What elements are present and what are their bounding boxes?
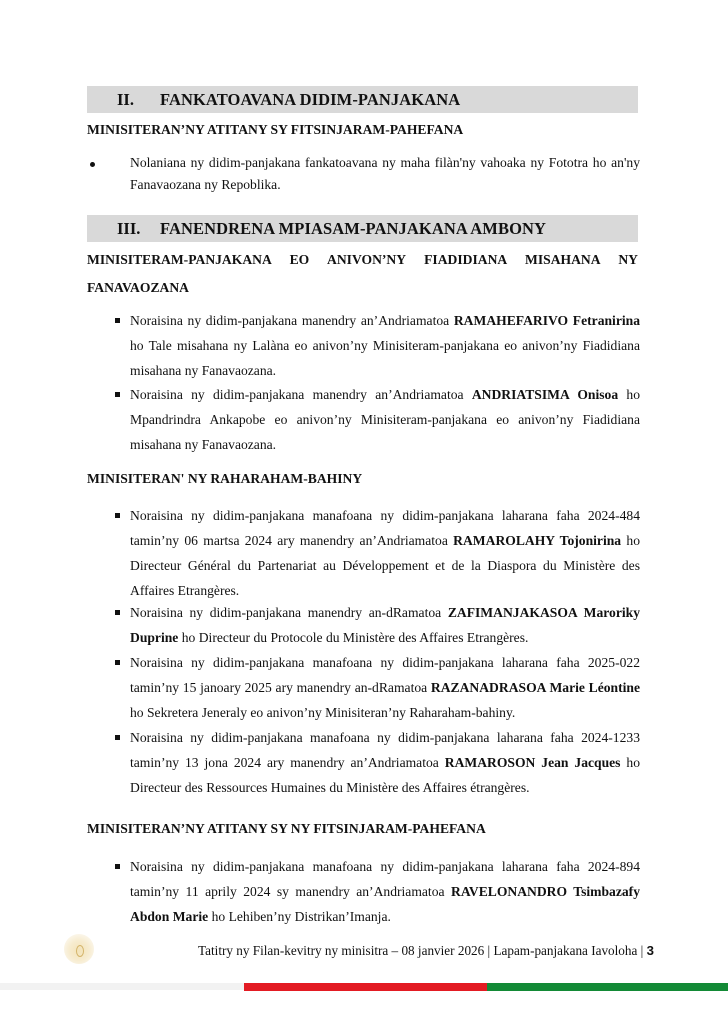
item-text: ho Sekretera Jeneraly eo anivon’ny Minisiteran’ny Raharaham-bahiny. [130,705,516,720]
list-item [130,503,640,603]
list-item [130,382,640,457]
bullet-square-icon [115,513,120,518]
footer-stripe-grey [0,983,244,990]
item-text: Noraisina ny didim-panjakana manafoana ny didim-panjakana laharana faha 2025-022 tamin’ny 15 janoary 2025 ary manendry an-dRamatoa [130,655,640,695]
item-text: Noraisina ny didim-panjakana manafoana ny didim-panjakana laharana faha 2024-1233 tamin’ny 13 jona 2024 ary manendry an’Andriamatoa [130,730,640,770]
bullet-square-icon [115,610,120,615]
list-item [130,600,640,650]
page-number: 3 [646,943,654,958]
appointee-name: RAMAHEFARIVO Fetranirina [453,313,640,328]
list-item [130,650,640,725]
item-text: Nolaniana ny didim-panjakana fankatoavana ny maha filàn'ny vahoaka ny Fototra ho an'ny Fanavaozana ny Repoblika. [130,155,640,192]
section-title: FANENDRENA MPIASAM-PANJAKANA AMBONY [160,219,547,238]
item-text: ho Mpandrindra Ankapobe eo anivon’ny Minisiteram-panjakana eo anivon’ny Fiadidiana misahana ny Fanavaozana. [130,387,640,452]
list-item [130,725,640,800]
appointee-name: RAMAROLAHY Tojonirina [453,533,622,548]
bullet-square-icon [115,864,120,869]
appointee-name: RAZANADRASOA Marie Léontine [430,680,640,695]
item-text: Noraisina ny didim-panjakana manafoana ny didim-panjakana laharana faha 2024-484 tamin’ny 06 martsa 2024 ary manendry an’Andriamatoa [130,508,640,548]
appointee-name: ANDRIATSIMA Onisoa [471,387,619,402]
item-text: ho Tale misahana ny Lalàna eo anivon’ny Minisiteram-panjakana eo anivon’ny Fiadidiana misahana ny Fanavaozana. [130,338,640,378]
appointee-name: ZAFIMANJAKASOA Maroriky Duprine [130,605,640,645]
ministry-heading: MINISITERAN' NY RAHARAHAM-BAHINY [87,471,363,486]
item-text: ho Directeur des Ressources Humaines du Ministère des Affaires étrangères. [130,755,640,795]
ministry-heading: MINISITERAN’NY ATITANY SY FITSINJARAM-PAHEFANA [87,122,464,137]
bullet-square-icon [115,660,120,665]
section-heading-bar [87,86,638,113]
bullet-square-icon [115,392,120,397]
item-text: ho Lehiben’ny Distrikan’Imanja. [208,909,391,924]
section-title: FANKATOAVANA DIDIM-PANJAKANA [160,90,461,109]
section-number: II. [117,90,134,109]
item-text: ho Directeur Général du Partenariat au Développement et de la Diaspora du Ministère des Affaires Etrangères. [130,533,640,598]
bullet-square-icon [115,735,120,740]
page-footer [198,943,654,959]
appointee-name: RAMAROSON Jean Jacques [444,755,621,770]
emblem-icon [64,934,94,964]
item-text: Noraisina ny didim-panjakana manendry an’Andriamatoa [130,387,472,402]
appointee-name: RAVELONANDRO Tsimbazafy Abdon Marie [130,884,640,924]
bullet-square-icon [115,318,120,323]
section-heading-bar [87,215,638,242]
item-text: Noraisina ny didim-panjakana manendry an-dRamatoa [130,605,448,620]
list-item [130,308,640,383]
list-item [130,152,640,196]
item-text: Noraisina ny didim-panjakana manendry an’Andriamatoa [130,313,454,328]
ministry-heading: MINISITERAM-PANJAKANA EO ANIVON’NY FIADIDIANA MISAHANA NY FANAVAOZANA [87,252,638,295]
footer-stripe-red [244,983,487,991]
footer-stripe-green [487,983,728,991]
ministry-heading: MINISITERAN’NY ATITANY SY NY FITSINJARAM-PAHEFANA [87,821,486,836]
footer-caption: Tatitry ny Filan-kevitry ny minisitra – 08 janvier 2026 | Lapam-panjakana Iavoloha | [198,943,647,958]
bullet-dot-icon [90,162,95,167]
item-text: ho Directeur du Protocole du Ministère des Affaires Etrangères. [178,630,529,645]
item-text: Noraisina ny didim-panjakana manafoana ny didim-panjakana laharana faha 2024-894 tamin’ny 11 aprily 2024 sy manendry an’Andriamatoa [130,859,640,899]
section-number: III. [117,219,141,238]
list-item [130,854,640,929]
